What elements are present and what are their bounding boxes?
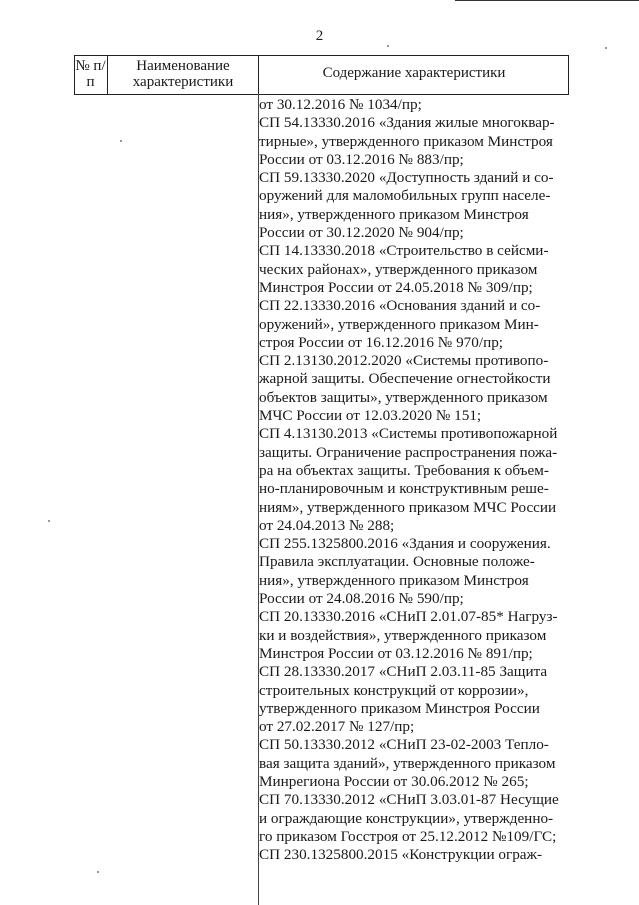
text-line: Минстроя России от 24.05.2018 № 309/пр; bbox=[259, 278, 533, 296]
header-number: № п/п bbox=[75, 58, 106, 90]
text-line: но-планировочным и конструктивным реше- bbox=[259, 480, 549, 498]
text-line: России от 24.08.2016 № 590/пр; bbox=[259, 590, 464, 608]
text-line: СП 2.13130.2012.2020 «Системы противопо- bbox=[259, 352, 549, 370]
scan-edge-line bbox=[455, 0, 639, 1]
text-line: оружений», утвержденного приказом Мин- bbox=[259, 315, 539, 333]
page-number: 2 bbox=[315, 28, 324, 44]
header-name: Наименование характеристики bbox=[132, 58, 234, 90]
text-line: Правила эксплуатации. Основные положе- bbox=[259, 553, 535, 571]
text-line: Минстроя России от 03.12.2016 № 891/пр; bbox=[259, 644, 533, 662]
text-line: жарной защиты. Обеспечение огнестойкости bbox=[259, 370, 551, 388]
text-line: СП 28.13330.2017 «СНиП 2.03.11-85 Защита bbox=[259, 663, 548, 681]
characteristics-text bbox=[259, 96, 570, 864]
text-line: СП 54.13330.2016 «Здания жилые многоквар- bbox=[259, 114, 555, 132]
text-line: строительных конструкций от коррозии», bbox=[259, 681, 529, 699]
text-line: объектов защиты», утвержденного приказом bbox=[259, 388, 548, 406]
text-line: СП 4.13130.2013 «Системы противопожарной bbox=[259, 425, 558, 443]
text-line: вая защита зданий», утвержденного приказом bbox=[259, 754, 556, 772]
text-line: СП 22.13330.2016 «Основания зданий и со- bbox=[259, 297, 541, 315]
text-line: ра на объектах защиты. Требования к объем- bbox=[259, 461, 549, 479]
text-line: строя России от 16.12.2016 № 970/пр; bbox=[259, 333, 504, 351]
text-line: России от 30.12.2020 № 904/пр; bbox=[259, 224, 464, 242]
text-line: утвержденного приказом Минстроя России bbox=[259, 699, 540, 717]
text-line: ния», утвержденного приказом Минстроя bbox=[259, 571, 529, 589]
text-line: оружений для маломобильных групп населе- bbox=[259, 187, 551, 205]
text-line: СП 20.13330.2016 «СНиП 2.01.07-85* Нагруз- bbox=[259, 608, 558, 626]
text-line: от 24.04.2013 № 288; bbox=[259, 516, 395, 534]
text-line: СП 14.13330.2018 «Строительство в сейсми- bbox=[259, 242, 549, 260]
scan-speck bbox=[48, 520, 50, 522]
text-line: от 27.02.2017 № 127/пр; bbox=[259, 718, 415, 736]
text-line: СП 230.1325800.2015 «Конструкции ограж- bbox=[259, 846, 543, 864]
text-line: СП 255.1325800.2016 «Здания и сооружения. bbox=[259, 535, 551, 553]
text-line: защиты. Ограничение распространения пожа- bbox=[259, 443, 558, 461]
text-line: ческих районах», утвержденного приказом bbox=[259, 260, 538, 278]
scan-speck bbox=[120, 140, 122, 142]
text-line: и ограждающие конструкции», утвержденно- bbox=[259, 809, 554, 827]
table-header bbox=[74, 55, 569, 95]
scan-speck bbox=[97, 871, 99, 873]
text-line: СП 70.13330.2012 «СНиП 3.03.01-87 Несущие bbox=[259, 791, 559, 809]
text-line: ниям», утвержденного приказом МЧС России bbox=[259, 498, 557, 516]
text-line: России от 03.12.2016 № 883/пр; bbox=[259, 150, 464, 168]
scan-speck bbox=[605, 47, 607, 49]
text-line: го приказом Госстроя от 25.12.2012 №109/ГС; bbox=[259, 827, 557, 845]
text-line: от 30.12.2016 № 1034/пр; bbox=[259, 96, 422, 113]
scan-speck bbox=[387, 45, 389, 47]
text-line: ки и воздействия», утвержденного приказом bbox=[259, 626, 547, 644]
text-line: МЧС России от 12.03.2020 № 151; bbox=[259, 407, 482, 425]
text-line: тирные», утвержденного приказом Минстроя bbox=[259, 132, 553, 150]
text-line: СП 59.13330.2020 «Доступность зданий и со- bbox=[259, 169, 554, 187]
header-content: Содержание характеристики bbox=[322, 65, 506, 81]
text-line: СП 50.13330.2012 «СНиП 23-02-2003 Тепло- bbox=[259, 736, 549, 754]
text-line: Минрегиона России от 30.06.2012 № 265; bbox=[259, 772, 529, 790]
text-line: ния», утвержденного приказом Минстроя bbox=[259, 205, 529, 223]
